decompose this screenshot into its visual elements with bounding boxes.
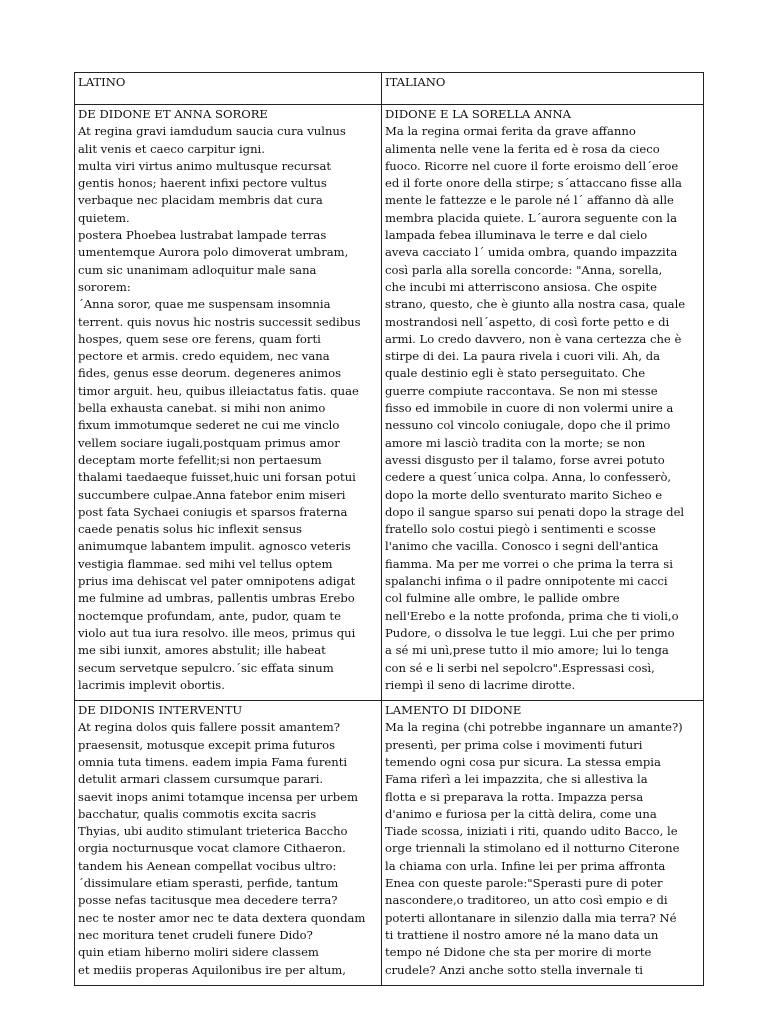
- text-line: nec moritura tenet crudeli funere Dido?: [78, 927, 313, 942]
- text-line: cum sic unanimam adloquitur male sana: [78, 262, 317, 277]
- text-line: fiamma. Ma per me vorrei o che prima la terra si: [385, 556, 673, 571]
- text-line: stirpe di dei. La paura rivela i cuori vili. Ah, da: [385, 349, 661, 364]
- text-line: noctemque profundam, ante, pudor, quam te: [78, 608, 341, 623]
- text-line: crudele? Anzi anche sotto stella invernale ti: [385, 962, 644, 977]
- text-line: post fata Sychaei coniugis et sparsos fraterna: [78, 504, 348, 519]
- text-line: cedere a quest´unica colpa. Anna, lo confesserò,: [385, 470, 672, 485]
- text-line: dopo la morte dello sventurato marito Sicheo e: [385, 487, 663, 502]
- text-line: nessuno col vincolo coniugale, dopo che il primo: [385, 418, 671, 433]
- text-line: posse nefas tacitusque mea decedere terra?: [78, 893, 338, 908]
- text-line: membra placida quiete. L´aurora seguente con la: [385, 210, 678, 225]
- text-line: orge triennali la stimolano ed il notturno Citerone: [385, 841, 680, 856]
- text-line: flotta e si preparava la rotta. Impazza persa: [385, 789, 644, 804]
- text-line: alit venis et caeco carpitur igni.: [78, 141, 265, 156]
- italian-section-title: LAMENTO DI DIDONE: [385, 703, 522, 718]
- text-line: me fulmine ad umbras, pallentis umbras Erebo: [78, 591, 355, 606]
- text-line: umentemque Aurora polo dimoverat umbram,: [78, 245, 349, 260]
- text-line: Fama riferì a lei impazzita, che si allestiva la: [385, 772, 648, 787]
- text-line: omnia tuta timens. eadem impia Fama furenti: [78, 754, 348, 769]
- text-line: nascondere,o traditoreo, un atto così empio e di: [385, 893, 668, 908]
- text-line: vestigia flammae. sed mihi vel tellus optem: [78, 556, 333, 571]
- latin-text-cell: [75, 105, 382, 701]
- text-line: secum servetque sepulcro.´sic effata sinum: [78, 660, 334, 675]
- text-line: avessi disgusto per il talamo, forse avrei potuto: [385, 452, 665, 467]
- text-line: deceptam morte fefellit;si non pertaesum: [78, 452, 322, 467]
- text-line: detulit armari classem cursumque parari.: [78, 772, 324, 787]
- text-line: ti trattiene il nostro amore né la mano data un: [385, 927, 659, 942]
- header-latin: LATINO: [75, 73, 382, 105]
- text-line: amore mi lasciò tradita con la morte; se non: [385, 435, 646, 450]
- text-line: Enea con queste parole:"Sperasti pure di poter: [385, 876, 663, 891]
- text-line: spalanchi infima o il padre onnipotente mi cacci: [385, 574, 668, 589]
- text-line: Ma la regina (chi potrebbe ingannare un amante?): [385, 720, 683, 735]
- text-line: la chiama con urla. Infine lei per prima affronta: [385, 858, 666, 873]
- text-line: pectore et armis. credo equidem, nec vana: [78, 349, 330, 364]
- text-line: tandem his Aenean compellat vocibus ultro:: [78, 858, 337, 873]
- text-line: presentì, per prima colse i movimenti futuri: [385, 737, 643, 752]
- text-line: hospes, quem sese ore ferens, quam forti: [78, 331, 321, 346]
- italian-lines: [385, 719, 701, 978]
- text-line: lampada febea illuminava le terre e dal cielo: [385, 228, 648, 243]
- latin-section-title: DE DIDONIS INTERVENTU: [78, 703, 243, 718]
- header-italian: ITALIANO: [382, 73, 704, 105]
- text-line: guerre compiute raccontava. Se non mi stesse: [385, 383, 658, 398]
- text-line: l'animo che vacilla. Conosco i segni dell'antica: [385, 539, 659, 554]
- text-line: col fulmine alle ombre, le pallide ombre: [385, 591, 620, 606]
- text-line: sororem:: [78, 279, 131, 294]
- text-line: praesensit, motusque excepit prima futuros: [78, 737, 336, 752]
- text-line: vellem sociare iugali,postquam primus amor: [78, 435, 340, 450]
- text-line: mostrandosi nell´aspetto, di così forte petto e di: [385, 314, 670, 329]
- italian-section-title: DIDONE E LA SORELLA ANNA: [385, 107, 572, 121]
- text-line: nec te noster amor nec te data dextera quondam: [78, 910, 366, 925]
- text-line: bacchatur, qualis commotis excita sacris: [78, 806, 317, 821]
- section-row: [75, 105, 704, 701]
- text-line: me sibi iunxit, amores abstulit; ille habeat: [78, 643, 326, 658]
- text-line: timor arguit. heu, quibus illeiactatus fatis. quae: [78, 383, 359, 398]
- text-line: Tiade scossa, iniziati i riti, quando udito Bacco, le: [385, 824, 678, 839]
- text-line: bella exhausta canebat. si mihi non animo: [78, 401, 326, 416]
- text-line: fuoco. Ricorre nel cuore il forte eroismo dell´eroe: [385, 158, 679, 173]
- header-row: [75, 73, 704, 105]
- text-line: quin etiam hiberno moliri sidere classem: [78, 945, 319, 960]
- text-line: così parla alla sorella concorde: "Anna, sorella,: [385, 262, 663, 277]
- text-line: terrent. quis novus hic nostris successit sedibus: [78, 314, 361, 329]
- text-line: con sé e li serbi nel sepolcro".Espressasi così,: [385, 660, 655, 675]
- italian-text-cell: [382, 105, 704, 701]
- text-line: animumque labantem impulit. agnosco veteris: [78, 539, 351, 554]
- text-line: quietem.: [78, 210, 130, 225]
- italian-lines: [385, 123, 701, 694]
- text-line: dopo il sangue sparso sui penati dopo la strage del: [385, 504, 685, 519]
- text-line: fixum immotumque sederet ne cui me vinclo: [78, 418, 340, 433]
- text-line: tempo né Didone che sta per morire di morte: [385, 945, 652, 960]
- text-line: caede penatis solus hic inflexit sensus: [78, 522, 302, 537]
- text-line: riempì il seno di lacrime dirotte.: [385, 677, 576, 692]
- text-line: lacrimis implevit obortis.: [78, 677, 225, 692]
- text-line: d'animo e furiosa per la città delira, come una: [385, 806, 657, 821]
- text-line: ´Anna soror, quae me suspensam insomnia: [78, 297, 331, 312]
- italian-text-cell: [382, 701, 704, 986]
- latin-lines: [78, 123, 379, 694]
- text-line: nell'Erebo e la notte profonda, prima che ti violi,o: [385, 608, 679, 623]
- text-line: Pudore, o dissolva le tue leggi. Lui che per primo: [385, 625, 675, 640]
- text-line: Ma la regina ormai ferita da grave affanno: [385, 124, 636, 139]
- text-line: thalami taedaeque fuisset,huic uni forsan potui: [78, 470, 356, 485]
- text-line: orgia nocturnusque vocat clamore Cithaeron.: [78, 841, 346, 856]
- text-line: ed il forte onore della stirpe; s´attaccano fisse alla: [385, 176, 682, 191]
- text-line: verbaque nec placidam membris dat cura: [78, 193, 323, 208]
- text-line: At regina dolos quis fallere possit amantem?: [78, 720, 341, 735]
- text-line: ´dissimulare etiam sperasti, perfide, tantum: [78, 876, 339, 891]
- text-line: a sé mi unì,prese tutto il mio amore; lui lo tenga: [385, 643, 669, 658]
- text-line: armi. Lo credo davvero, non è vana certezza che è: [385, 331, 682, 346]
- text-line: che incubi mi atterriscono ansiosa. Che ospite: [385, 279, 657, 294]
- latin-lines: [78, 719, 379, 978]
- text-line: poterti allontanare in silenzio dalla mia terra? Né: [385, 910, 677, 925]
- bilingual-table: [74, 72, 704, 986]
- text-line: alimenta nelle vene la ferita ed è rosa da cieco: [385, 141, 660, 156]
- text-line: postera Phoebea lustrabat lampade terras: [78, 228, 327, 243]
- text-line: fratello solo costui piegò i sentimenti e scosse: [385, 522, 656, 537]
- text-line: temendo ogni cosa pur sicura. La stessa empia: [385, 754, 661, 769]
- latin-text-cell: [75, 701, 382, 986]
- text-line: quale destinio egli è stato perseguitato. Che: [385, 366, 646, 381]
- text-line: mente le fattezze e le parole né l´ affanno dà alle: [385, 193, 674, 208]
- text-line: Thyias, ubi audito stimulant trieterica Baccho: [78, 824, 348, 839]
- text-line: violo aut tua iura resolvo. ille meos, primus qui: [78, 625, 356, 640]
- text-line: gentis honos; haerent infixi pectore vultus: [78, 176, 327, 191]
- text-line: fides, genus esse deorum. degeneres animos: [78, 366, 342, 381]
- text-line: At regina gravi iamdudum saucia cura vulnus: [78, 124, 346, 139]
- text-line: saevit inops animi totamque incensa per urbem: [78, 789, 358, 804]
- text-line: aveva cacciato l´ umida ombra, quando impazzita: [385, 245, 678, 260]
- section-row: [75, 701, 704, 986]
- text-line: succumbere culpae.Anna fatebor enim miseri: [78, 487, 346, 502]
- text-line: prius ima dehiscat vel pater omnipotens adigat: [78, 574, 356, 589]
- text-line: fisso ed immobile in cuore di non volermi unire a: [385, 401, 674, 416]
- text-line: et mediis properas Aquilonibus ire per altum,: [78, 962, 346, 977]
- text-line: strano, questo, che è giunto alla nostra casa, quale: [385, 297, 686, 312]
- latin-section-title: DE DIDONE ET ANNA SORORE: [78, 107, 268, 121]
- text-line: multa viri virtus animo multusque recursat: [78, 158, 332, 173]
